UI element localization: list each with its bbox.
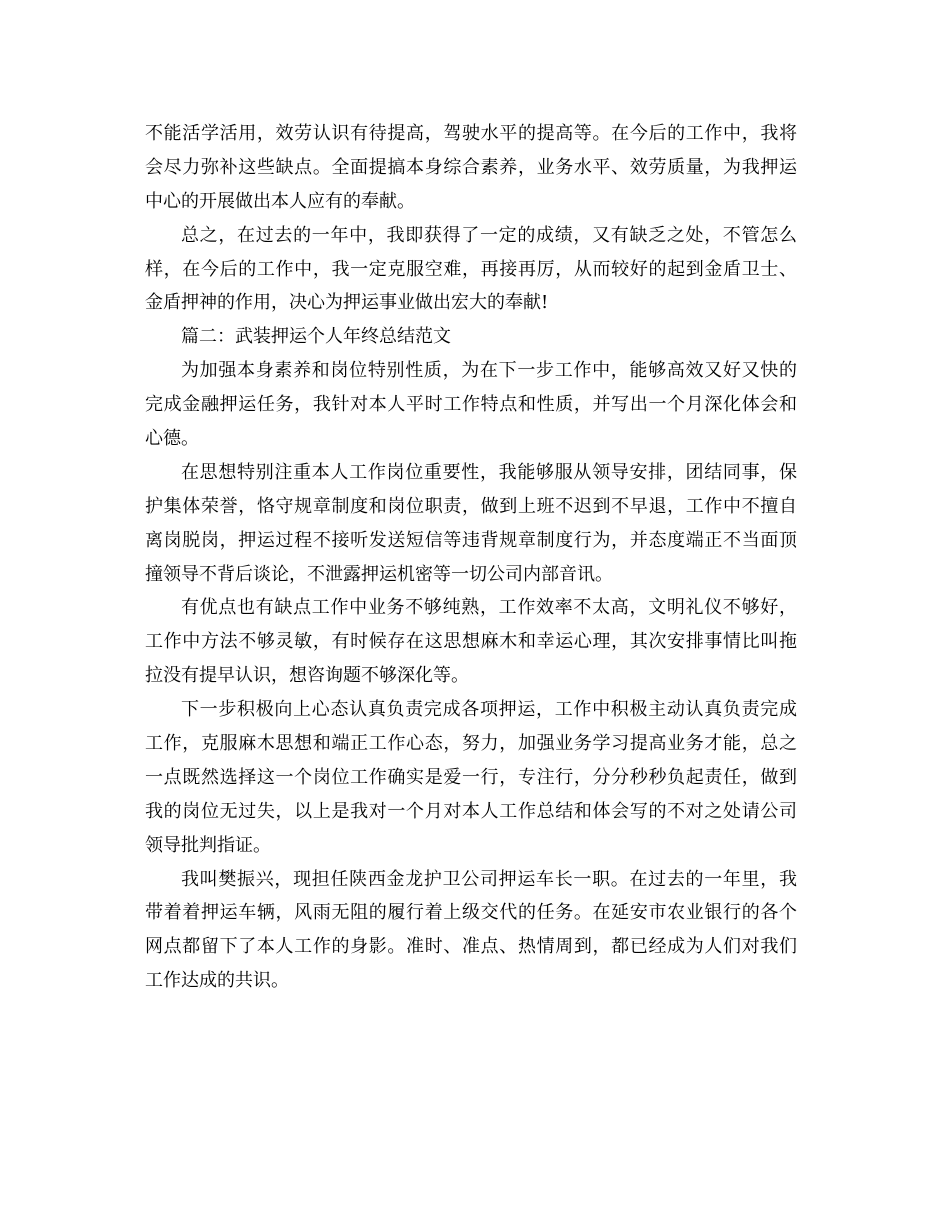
text-line: 离岗脱岗，押运过程不接听发送短信等违背规章制度行为，并态度端正不当面顶 — [145, 529, 797, 551]
paragraph-first-line: 有优点也有缺点工作中业务不够纯熟，工作效率不太高，文明礼仪不够好， — [181, 597, 797, 619]
text-line: 金盾押神的作用，决心为押运事业做出宏大的奉献! — [145, 292, 549, 314]
text-line: 拉没有提早认识，想咨询题不够深化等。 — [145, 665, 469, 687]
section-heading: 篇二：武装押运个人年终总结范文 — [181, 326, 451, 348]
text-line: 工作达成的共识。 — [145, 970, 289, 992]
paragraph-first-line: 为加强本身素养和岗位特别性质，为在下一步工作中，能够高效又好又快的 — [181, 360, 797, 382]
text-line: 会尽力弥补这些缺点。全面提搞本身综合素养，业务水平、效劳质量，为我押运 — [145, 156, 797, 178]
text-line: 工作，克服麻木思想和端正工作心态，努力，加强业务学习提高业务才能，总之 — [145, 733, 797, 755]
text-line: 心德。 — [145, 428, 199, 450]
text-line: 样，在今后的工作中，我一定克服空难，再接再厉，从而较好的起到金盾卫士、 — [145, 258, 797, 280]
text-line: 一点既然选择这一个岗位工作确实是爱一行，专注行，分分秒秒负起责任，做到 — [145, 766, 797, 788]
text-line: 网点都留下了本人工作的身影。准时、准点、热情周到，都已经成为人们对我们 — [145, 936, 797, 958]
text-line: 中心的开展做出本人应有的奉献。 — [145, 190, 415, 212]
text-line: 工作中方法不够灵敏，有时候存在这思想麻木和幸运心理，其次安排事情比叫拖 — [145, 631, 797, 653]
paragraph-first-line: 我叫樊振兴，现担任陕西金龙护卫公司押运车长一职。在过去的一年里，我 — [181, 868, 797, 890]
text-line: 撞领导不背后谈论，不泄露押运机密等一切公司内部音讯。 — [145, 563, 613, 585]
text-line: 领导批判指证。 — [145, 834, 271, 856]
paragraph-first-line: 下一步积极向上心态认真负责完成各项押运，工作中积极主动认真负责完成 — [181, 699, 797, 721]
text-line: 不能活学活用，效劳认识有待提高，驾驶水平的提高等。在今后的工作中，我将 — [145, 123, 797, 144]
text-line: 带着着押运车辆，风雨无阻的履行着上级交代的任务。在延安市农业银行的各个 — [145, 902, 797, 924]
text-line: 完成金融押运任务，我针对本人平时工作特点和性质，并写出一个月深化体会和 — [145, 394, 797, 416]
text-line: 护集体荣誉，恪守规章制度和岗位职责，做到上班不迟到不早退，工作中不擅自 — [145, 495, 797, 517]
document-page — [145, 117, 797, 998]
paragraph-first-line: 总之，在过去的一年中，我即获得了一定的成绩，又有缺乏之处，不管怎么 — [181, 224, 797, 246]
text-line: 我的岗位无过失，以上是我对一个月对本人工作总结和体会写的不对之处请公司 — [145, 800, 797, 822]
paragraph-first-line: 在思想特别注重本人工作岗位重要性，我能够服从领导安排，团结同事，保 — [181, 461, 797, 483]
